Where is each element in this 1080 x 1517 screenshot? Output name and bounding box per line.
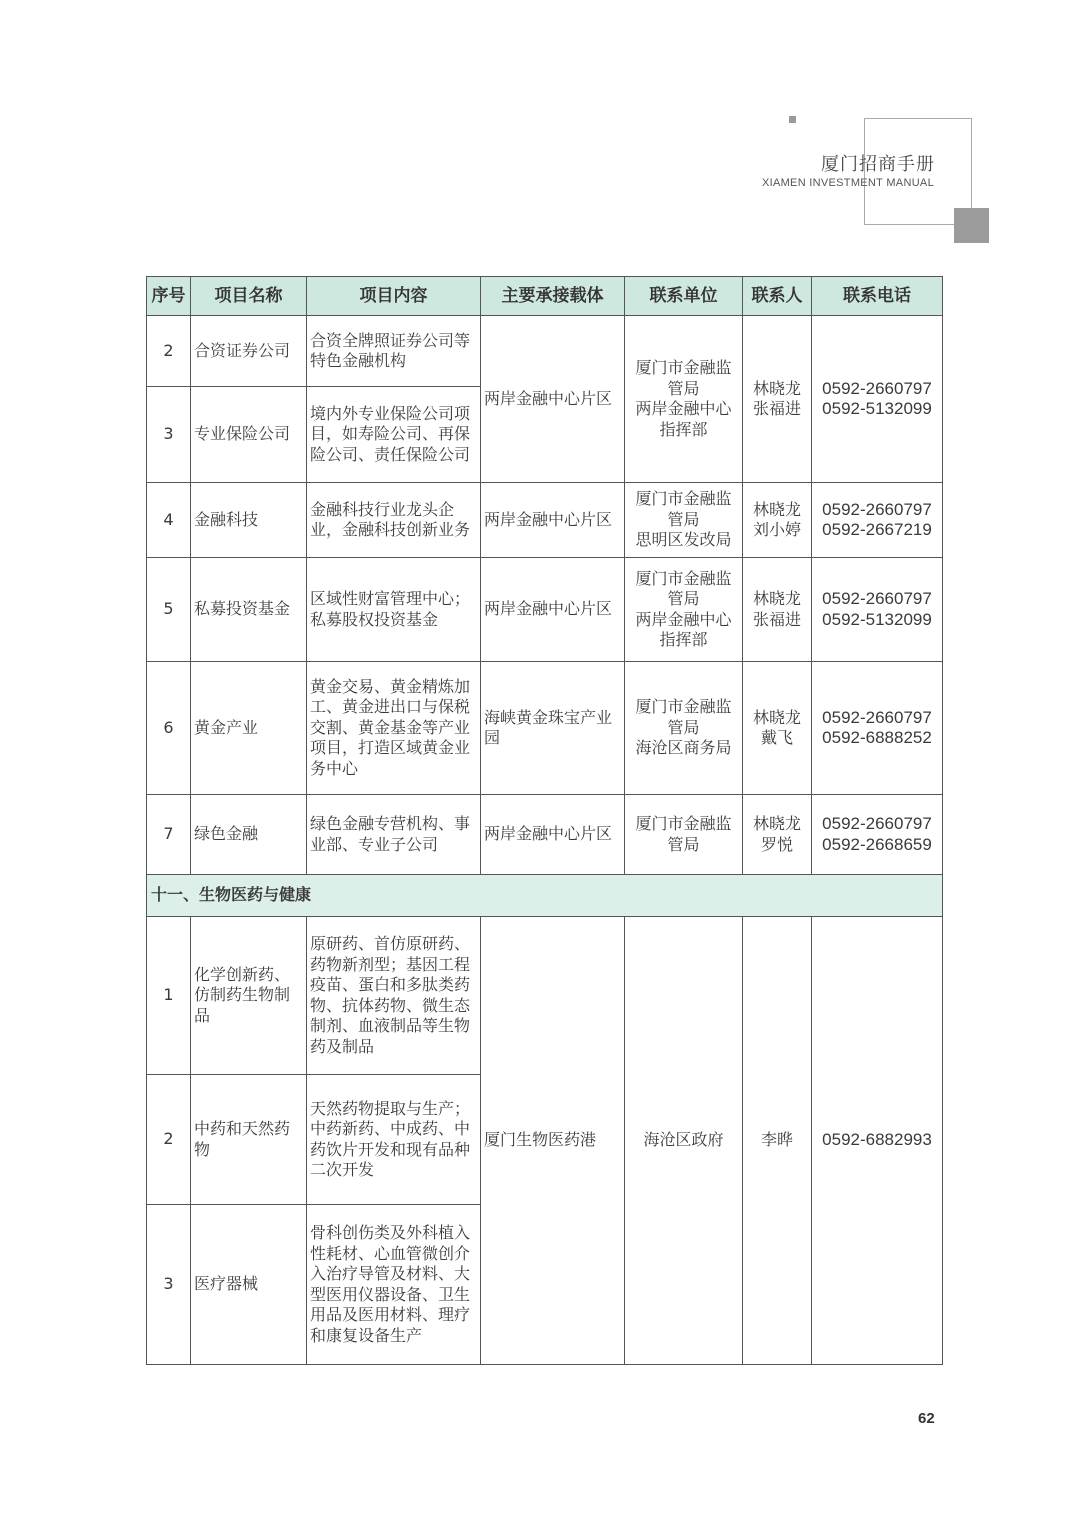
table-row (147, 662, 943, 795)
row-content: 骨科创伤类及外科植入性耗材、心血管微创介入治疗导管及材料、大型医用仪器设备、卫生用品及医用材料、理疗和康复设备生产 (307, 1205, 481, 1365)
row-phones: 0592-6882993 (812, 917, 943, 1365)
row-carrier: 两岸金融中心片区 (481, 316, 625, 483)
row-no: 6 (147, 662, 191, 795)
row-contacts (743, 558, 812, 662)
unit-line: 两岸金融中心指挥部 (635, 609, 732, 649)
header-dot-mark (789, 116, 796, 123)
investment-project-table (146, 276, 943, 1365)
phone-number: 0592-2660797 (822, 814, 932, 833)
row-no: 3 (147, 387, 191, 483)
row-unit (625, 483, 743, 558)
phone-number: 0592-2660797 (822, 378, 932, 398)
unit-line: 两岸金融中心指挥部 (635, 399, 732, 439)
unit-line: 厦门市金融监管局 (635, 489, 732, 529)
page-number: 62 (918, 1410, 935, 1427)
contact-name: 戴飞 (760, 728, 793, 747)
row-name: 化学创新药、仿制药生物制品 (191, 917, 307, 1075)
row-unit: 海沧区政府 (625, 917, 743, 1365)
phone-number: 0592-2668659 (822, 834, 932, 854)
contact-name: 林晓龙 (752, 499, 801, 519)
row-contacts: 李晔 (743, 917, 812, 1365)
row-contacts (743, 662, 812, 795)
row-carrier: 两岸金融中心片区 (481, 558, 625, 662)
contact-name: 刘小婷 (752, 520, 801, 539)
row-carrier: 两岸金融中心片区 (481, 795, 625, 875)
header-gray-square (954, 208, 989, 243)
row-unit (625, 558, 743, 662)
row-content: 金融科技行业龙头企业，金融科技创新业务 (307, 483, 481, 558)
phone-number: 0592-2660797 (822, 499, 932, 519)
row-phones (812, 795, 943, 875)
row-contacts (743, 795, 812, 875)
row-contacts (743, 316, 812, 483)
phone-number: 0592-2660797 (822, 707, 932, 727)
col-header-carrier: 主要承接载体 (481, 277, 625, 316)
row-no: 7 (147, 795, 191, 875)
col-header-contact: 联系人 (743, 277, 812, 316)
section-header-row (147, 875, 943, 917)
table-row (147, 558, 943, 662)
phone-number: 0592-2660797 (822, 589, 932, 608)
unit-line: 思明区发改局 (635, 530, 732, 550)
header-subtitle: XIAMEN INVESTMENT MANUAL (761, 177, 934, 189)
row-unit (625, 795, 743, 875)
unit-line: 厦门市金融监管局 (635, 358, 732, 398)
phone-number: 0592-6888252 (822, 728, 932, 747)
row-no: 4 (147, 483, 191, 558)
row-carrier: 两岸金融中心片区 (481, 483, 625, 558)
phone-number: 0592-5132099 (822, 399, 932, 418)
row-no: 1 (147, 917, 191, 1075)
row-content: 合资全牌照证券公司等特色金融机构 (307, 316, 481, 387)
row-content: 区域性财富管理中心；私募股权投资基金 (307, 558, 481, 662)
unit-line: 厦门市金融监管局 (635, 697, 732, 737)
phone-number: 0592-5132099 (822, 609, 932, 629)
col-header-phone: 联系电话 (812, 277, 943, 316)
row-name: 中药和天然药物 (191, 1075, 307, 1205)
row-name: 黄金产业 (191, 662, 307, 795)
header-frame-bottom (864, 224, 954, 225)
row-unit (625, 662, 743, 795)
contact-name: 林晓龙 (752, 378, 801, 398)
row-unit (625, 316, 743, 483)
unit-line: 厦门市金融监管局 (635, 814, 732, 854)
col-header-name: 项目名称 (191, 277, 307, 316)
contact-name: 张福进 (752, 609, 801, 629)
contact-name: 林晓龙 (752, 589, 801, 608)
col-header-unit: 联系单位 (625, 277, 743, 316)
row-no: 2 (147, 1075, 191, 1205)
contact-name: 张福进 (752, 399, 801, 418)
contact-name: 罗悦 (760, 834, 793, 854)
row-name: 合资证券公司 (191, 316, 307, 387)
table-row (147, 483, 943, 558)
table-row (147, 316, 943, 387)
unit-line: 海沧区商务局 (635, 738, 732, 758)
row-name: 医疗器械 (191, 1205, 307, 1365)
contact-name: 林晓龙 (752, 707, 801, 727)
row-content: 原研药、首仿原研药、药物新剂型；基因工程疫苗、蛋白和多肽类药物、抗体药物、微生态制剂、血液制品等生物药及制品 (307, 917, 481, 1075)
section-title: 十一、生物医药与健康 (147, 875, 943, 917)
row-carrier: 海峡黄金珠宝产业园 (481, 662, 625, 795)
row-phones (812, 558, 943, 662)
row-no: 3 (147, 1205, 191, 1365)
row-phones (812, 483, 943, 558)
phone-number: 0592-2667219 (822, 520, 932, 539)
row-no: 5 (147, 558, 191, 662)
row-name: 金融科技 (191, 483, 307, 558)
row-name: 私募投资基金 (191, 558, 307, 662)
col-header-content: 项目内容 (307, 277, 481, 316)
row-contacts (743, 483, 812, 558)
row-no: 2 (147, 316, 191, 387)
table-header-row (147, 277, 943, 316)
row-content: 黄金交易、黄金精炼加工、黄金进出口与保税交割、黄金基金等产业项目，打造区域黄金业务中心 (307, 662, 481, 795)
table-row (147, 795, 943, 875)
row-carrier: 厦门生物医药港 (481, 917, 625, 1365)
unit-line: 厦门市金融监管局 (635, 568, 732, 608)
row-name: 绿色金融 (191, 795, 307, 875)
header-title: 厦门招商手册 (821, 154, 935, 175)
row-phones (812, 316, 943, 483)
col-header-no: 序号 (147, 277, 191, 316)
row-content: 绿色金融专营机构、事业部、专业子公司 (307, 795, 481, 875)
row-content: 天然药物提取与生产；中药新药、中成药、中药饮片开发和现有品种二次开发 (307, 1075, 481, 1205)
contact-name: 林晓龙 (752, 814, 801, 833)
row-phones (812, 662, 943, 795)
header-frame-top (864, 118, 972, 119)
row-name: 专业保险公司 (191, 387, 307, 483)
header-frame-right (971, 118, 972, 208)
table-row (147, 917, 943, 1075)
row-content: 境内外专业保险公司项目，如寿险公司、再保险公司、责任保险公司 (307, 387, 481, 483)
